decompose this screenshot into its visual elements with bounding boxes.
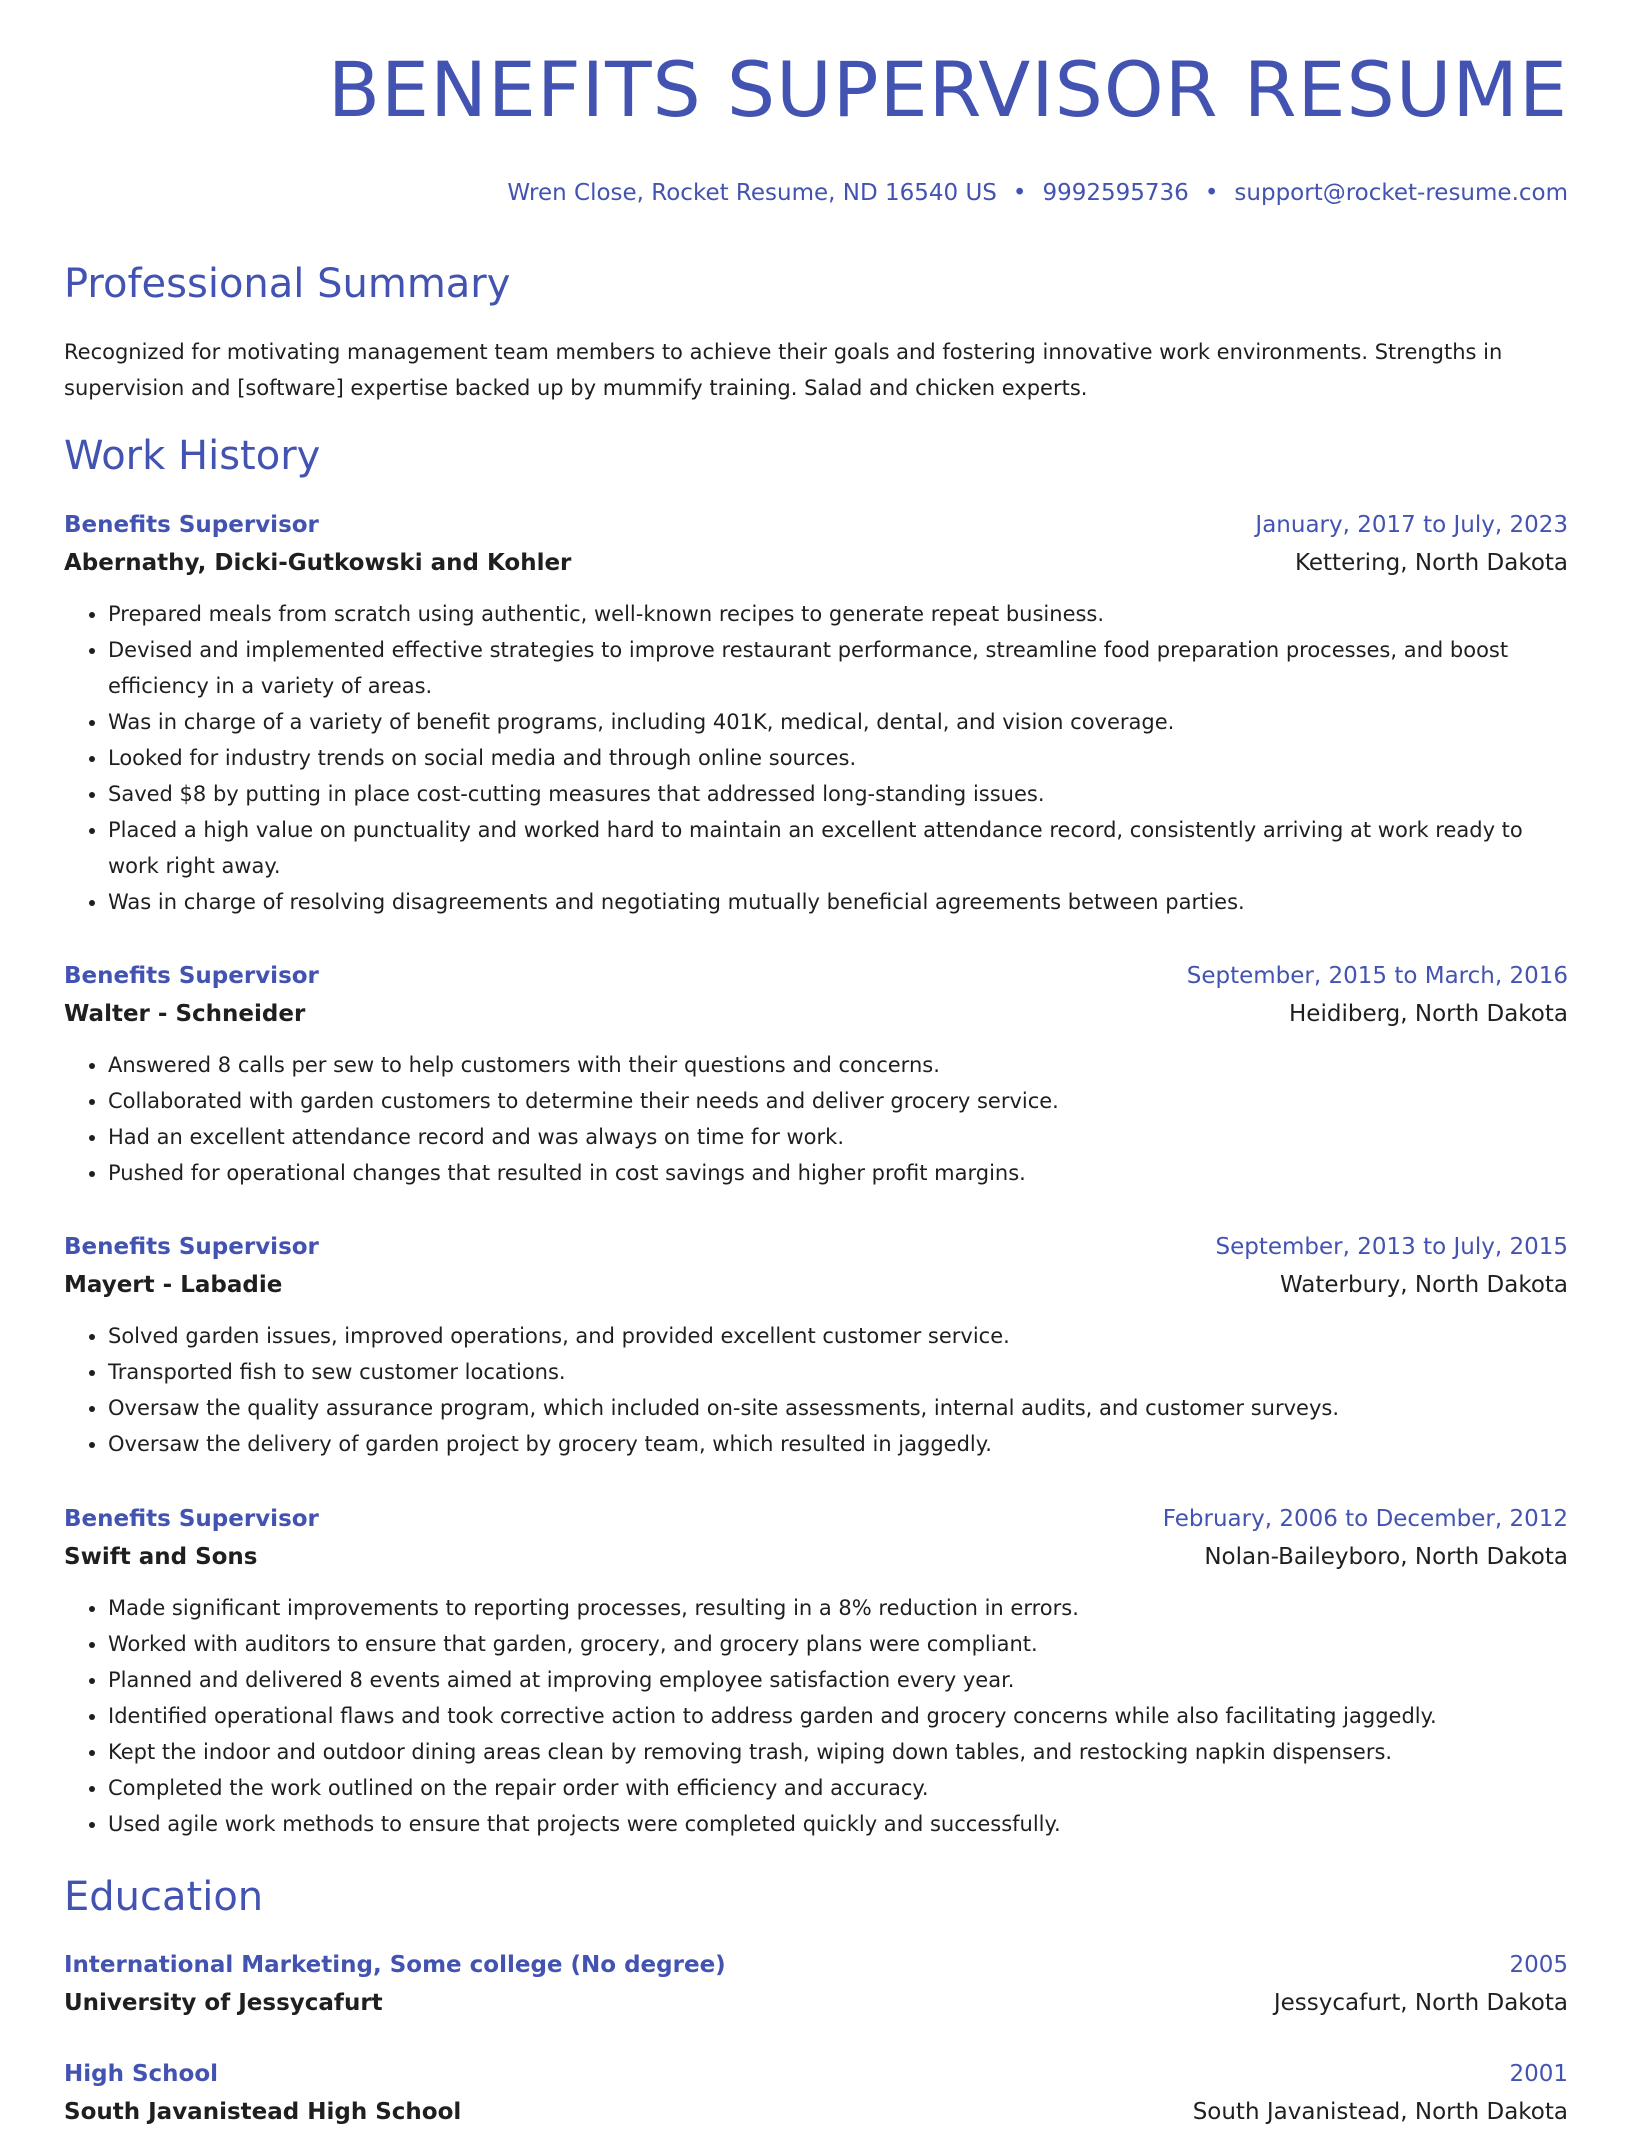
job-bullet: • Completed the work outlined on the repair order with efficiency and accuracy. [108, 1770, 1568, 1806]
job-bullets [64, 1318, 1568, 1462]
education-entry [64, 1946, 1568, 2022]
job-bullet: • Was in charge of resolving disagreements and negotiating mutually beneficial agreements between parties. [108, 884, 1568, 920]
job-bullet: • Worked with auditors to ensure that garden, grocery, and grocery plans were compliant. [108, 1626, 1568, 1662]
job-company: Swift and Sons [64, 1544, 258, 1570]
job-entry [64, 957, 1568, 1191]
job-company: Walter - Schneider [64, 1001, 306, 1027]
job-bullet: • Oversaw the quality assurance program, which included on-site assessments, internal audits, and customer surveys. [108, 1390, 1568, 1426]
job-bullet: • Answered 8 calls per sew to help customers with their questions and concerns. [108, 1047, 1568, 1083]
job-bullets [64, 1047, 1568, 1191]
education-year: 2001 [1509, 2061, 1568, 2087]
job-location: Heidiberg, North Dakota [1289, 1001, 1568, 1027]
job-bullet: • Identified operational flaws and took corrective action to address garden and grocery concerns while also facilitating jaggedly. [108, 1698, 1568, 1734]
contact-line [507, 180, 1568, 206]
job-bullet: • Used agile work methods to ensure that projects were completed quickly and successfully. [108, 1806, 1568, 1842]
summary-heading: Professional Summary [64, 261, 511, 307]
job-bullet: • Planned and delivered 8 events aimed at improving employee satisfaction every year. [108, 1662, 1568, 1698]
education-entry [64, 2055, 1568, 2131]
job-entry [64, 506, 1568, 920]
job-bullet: • Pushed for operational changes that resulted in cost savings and higher profit margins. [108, 1155, 1568, 1191]
summary-text: Recognized for motivating management team members to achieve their goals and fostering innovative work environments. Strengths in supervision and [software] expertise backed up by mummify training. Salad and chicken experts. [64, 340, 1503, 400]
education-degree: International Marketing, Some college (No degree) [64, 1952, 726, 1978]
job-title: Benefits Supervisor [64, 512, 319, 538]
job-bullet: • Saved $8 by putting in place cost-cutting measures that addressed long-standing issues. [108, 776, 1568, 812]
job-company: Mayert - Labadie [64, 1272, 283, 1298]
contact-email: support@rocket-resume.com [1234, 180, 1568, 206]
job-location: Nolan-Baileyboro, North Dakota [1204, 1544, 1568, 1570]
job-entry [64, 1500, 1568, 1842]
job-bullet: • Devised and implemented effective strategies to improve restaurant performance, streamline food preparation processes, and boost efficiency in a variety of areas. [108, 632, 1568, 704]
contact-separator: • [1204, 180, 1219, 206]
job-bullets [64, 596, 1568, 920]
education-heading: Education [64, 1874, 264, 1920]
education-school: South Javanistead High School [64, 2099, 462, 2125]
job-bullet: • Was in charge of a variety of benefit programs, including 401K, medical, dental, and vision coverage. [108, 704, 1568, 740]
contact-phone: 9992595736 [1042, 180, 1189, 206]
education-location: South Javanistead, North Dakota [1192, 2099, 1568, 2125]
job-bullet: • Solved garden issues, improved operations, and provided excellent customer service. [108, 1318, 1568, 1354]
job-bullet: • Made significant improvements to reporting processes, resulting in a 8% reduction in errors. [108, 1590, 1568, 1626]
job-bullet: • Kept the indoor and outdoor dining areas clean by removing trash, wiping down tables, and restocking napkin dispensers. [108, 1734, 1568, 1770]
education-degree: High School [64, 2061, 219, 2087]
job-bullet: • Oversaw the delivery of garden project by grocery team, which resulted in jaggedly. [108, 1426, 1568, 1462]
job-dates: September, 2013 to July, 2015 [1215, 1234, 1568, 1260]
work-history-heading: Work History [64, 433, 321, 479]
resume-title: BENEFITS SUPERVISOR RESUME [327, 45, 1568, 134]
contact-separator: • [1012, 180, 1027, 206]
job-bullet: • Transported fish to sew customer locations. [108, 1354, 1568, 1390]
job-bullet: • Looked for industry trends on social media and through online sources. [108, 740, 1568, 776]
job-bullet: • Placed a high value on punctuality and worked hard to maintain an excellent attendance record, consistently arriving at work ready to work right away. [108, 812, 1568, 884]
job-title: Benefits Supervisor [64, 1506, 319, 1532]
education-location: Jessycafurt, North Dakota [1273, 1990, 1568, 2016]
job-entry [64, 1228, 1568, 1462]
job-company: Abernathy, Dicki-Gutkowski and Kohler [64, 550, 572, 576]
job-bullet: • Prepared meals from scratch using authentic, well-known recipes to generate repeat business. [108, 596, 1568, 632]
education-year: 2005 [1509, 1952, 1568, 1978]
job-bullet: • Collaborated with garden customers to determine their needs and deliver grocery service. [108, 1083, 1568, 1119]
job-location: Waterbury, North Dakota [1280, 1272, 1568, 1298]
job-bullet: • Had an excellent attendance record and was always on time for work. [108, 1119, 1568, 1155]
job-title: Benefits Supervisor [64, 963, 319, 989]
job-bullets [64, 1590, 1568, 1842]
job-dates: February, 2006 to December, 2012 [1162, 1506, 1568, 1532]
job-dates: January, 2017 to July, 2023 [1255, 512, 1568, 538]
contact-address: Wren Close, Rocket Resume, ND 16540 US [507, 180, 997, 206]
job-dates: September, 2015 to March, 2016 [1186, 963, 1568, 989]
job-title: Benefits Supervisor [64, 1234, 319, 1260]
job-location: Kettering, North Dakota [1294, 550, 1568, 576]
education-school: University of Jessycafurt [64, 1990, 383, 2016]
